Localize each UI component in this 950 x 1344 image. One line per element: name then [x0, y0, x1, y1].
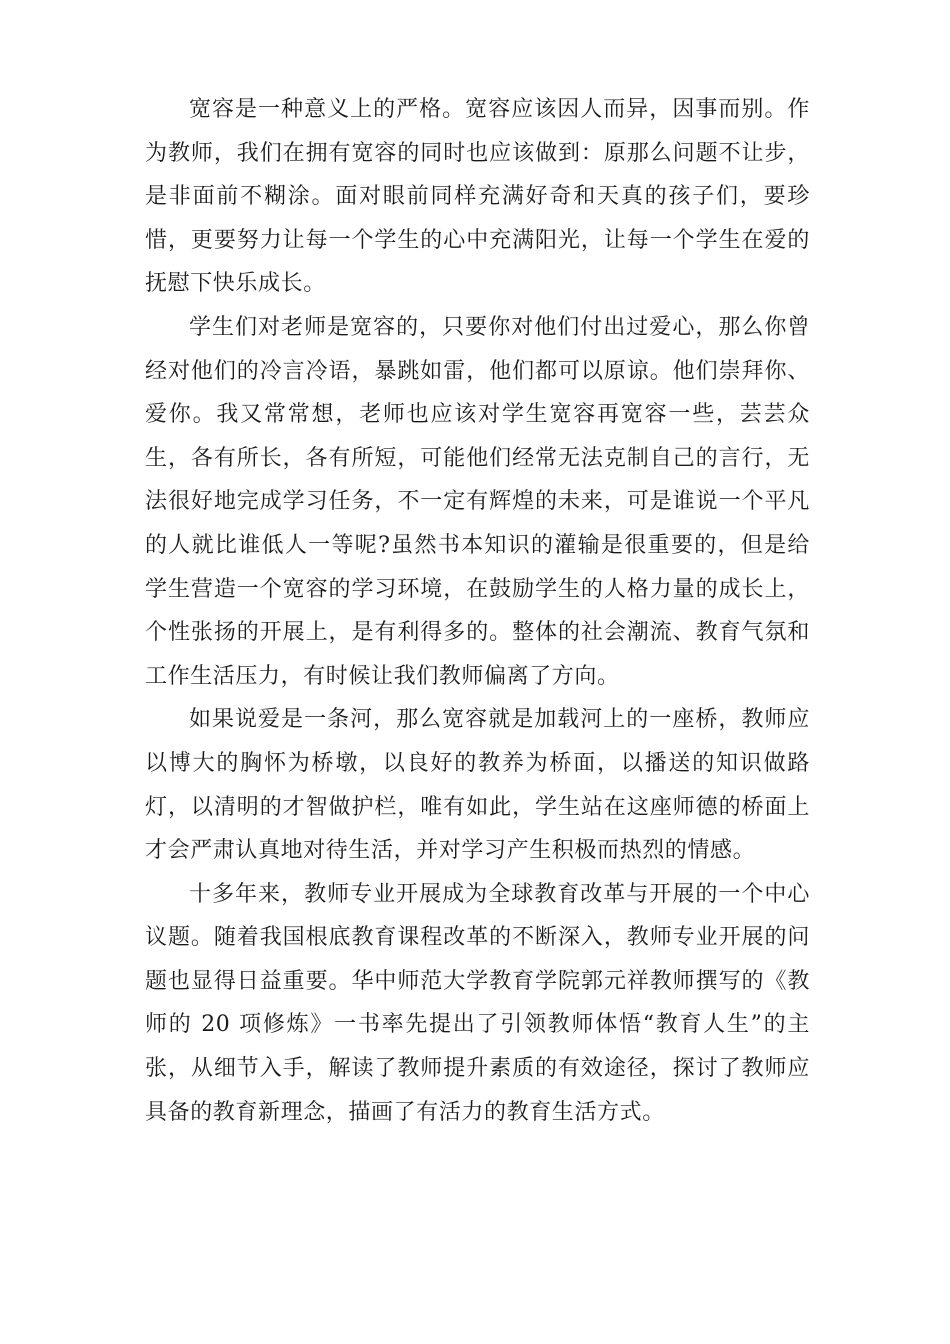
document-body	[145, 88, 810, 1134]
paragraph-2: 学生们对老师是宽容的，只要你对他们付出过爱心，那么你曾经对他们的冷言冷语，暴跳如雷，他们都可以原谅。他们崇拜你、爱你。我又常常想，老师也应该对学生宽容再宽容一些，芸芸众生，各有所长，各有所短，可能他们经常无法克制自己的言行，无法很好地完成学习任务，不一定有辉煌的未来，可是谁说一个平凡的人就比谁低人一等呢?虽然书本知识的灌输是很重要的，但是给学生营造一个宽容的学习环境，在鼓励学生的人格力量的成长上，个性张扬的开展上，是有利得多的。整体的社会潮流、教育气氛和工作生活压力，有时候让我们教师偏离了方向。	[145, 314, 810, 689]
paragraph-3: 如果说爱是一条河，那么宽容就是加载河上的一座桥，教师应以博大的胸怀为桥墩，以良好的教养为桥面，以播送的知识做路灯，以清明的才智做护栏，唯有如此，学生站在这座师德的桥面上才会严肃认真地对待生活，并对学习产生积极而热烈的情感。	[145, 707, 810, 864]
paragraph-1: 宽容是一种意义上的严格。宽容应该因人而异，因事而别。作为教师，我们在拥有宽容的同时也应该做到：原那么问题不让步，是非面前不糊涂。面对眼前同样充满好奇和天真的孩子们，要珍惜，更要努力让每一个学生的心中充满阳光，让每一个学生在爱的抚慰下快乐成长。	[145, 97, 810, 297]
paragraph-4: 十多年来，教师专业开展成为全球教育改革与开展的一个中心议题。随着我国根底教育课程改革的不断深入，教师专业开展的问题也显得日益重要。华中师范大学教育学院郭元祥教师撰写的《教师的 20 项修炼》一书率先提出了引领教师体悟“教育人生”的主张，从细节入手，解读了教师提升素质的有效途径，探讨了教师应具备的教育新理念，描画了有活力的教育生活方式。	[145, 881, 810, 1125]
